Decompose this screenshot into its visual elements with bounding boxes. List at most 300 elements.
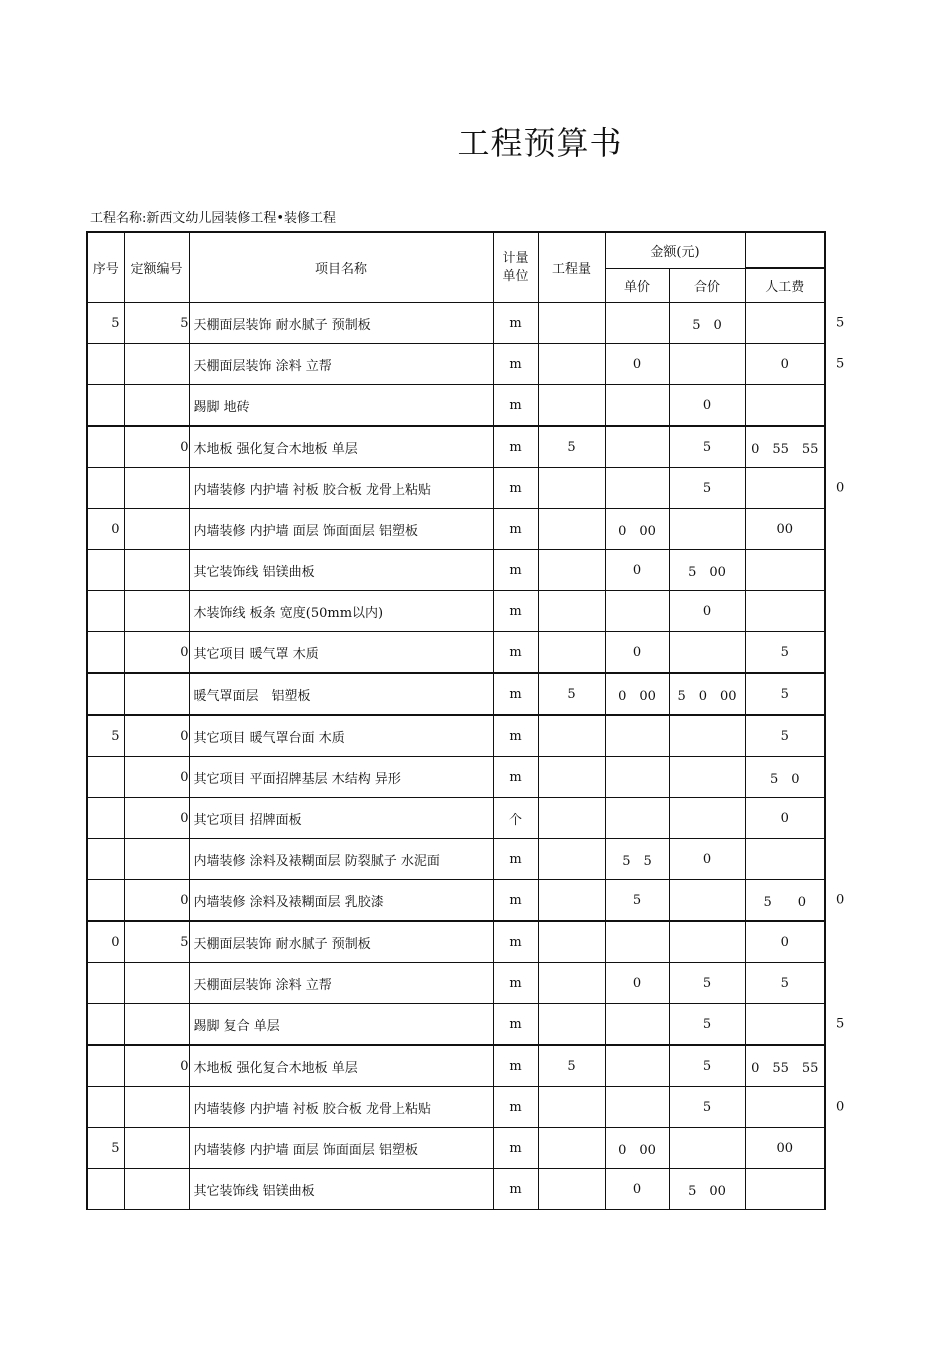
cell-quantity [538,1045,605,1087]
cell-unit-text: m [509,851,522,867]
cell-code [124,303,189,344]
cell-unit-text: m [509,480,522,496]
cell-unit-text: m [509,728,522,744]
cell-labor [745,1169,825,1210]
cell-unit-price [605,673,669,715]
cell-index [87,426,124,468]
cell-quantity [538,344,605,385]
cell-code [124,1169,189,1210]
table-row [87,550,825,591]
cell-labor [745,1045,825,1087]
cell-extra-text: 5 [836,1016,845,1032]
table-row [87,715,825,757]
cell-name [189,839,493,880]
cell-code [124,880,189,922]
cell-unit [493,344,538,385]
table-row [87,1045,825,1087]
cell-unit [493,385,538,427]
cell-total [669,344,745,385]
table-row [87,963,825,1004]
cell-unit [493,1128,538,1169]
cell-labor [745,1087,845,1128]
header-labor: 人工费 [745,268,825,303]
cell-unit-price [605,385,669,427]
cell-total-text: 5 [702,1099,712,1115]
cell-total [669,591,745,632]
cell-unit-price [605,1128,669,1169]
cell-labor-text: 5 [780,644,789,660]
cell-code [124,426,189,468]
cell-total-text: 5 0 [692,317,722,333]
cell-unit-price [605,839,669,880]
cell-unit-text: m [509,892,522,908]
cell-code-text: 0 [180,728,189,744]
cell-code-text: 0 [180,439,189,455]
cell-unit [493,1004,538,1046]
cell-index [87,344,124,385]
cell-name [189,921,493,963]
cell-total [669,880,745,922]
cell-name [189,798,493,839]
cell-total [669,385,745,427]
cell-labor [745,880,845,922]
header-index: 序号 [87,232,124,303]
cell-labor [745,303,845,344]
cell-unit [493,673,538,715]
table-row [87,426,825,468]
cell-labor [745,921,825,963]
cell-unit-price [605,1169,669,1210]
cell-quantity [538,385,605,427]
cell-total [669,963,745,1004]
cell-code [124,798,189,839]
cell-code [124,344,189,385]
cell-unit-text: 个 [508,812,522,828]
cell-name-text: 其它项目 招牌面板 [193,812,302,828]
cell-code [124,963,189,1004]
table-row [87,1087,825,1128]
cell-unit [493,303,538,344]
cell-code [124,632,189,674]
cell-total-text: 5 [702,439,712,455]
cell-code-text: 5 [180,934,189,950]
cell-unit [493,1087,538,1128]
cell-labor-text: 0 [780,356,789,372]
cell-total-text: 0 [702,603,712,619]
cell-code-text: 0 [180,644,189,660]
cell-code [124,1045,189,1087]
cell-unit-price [605,426,669,468]
cell-unit-price [605,963,669,1004]
cell-name [189,509,493,550]
cell-quantity [538,839,605,880]
page-title: 工程预算书 [457,124,623,162]
cell-quantity-text: 5 [567,686,576,702]
cell-unit-price-text: 0 00 [618,523,656,539]
cell-index [87,715,124,757]
cell-unit-price [605,344,669,385]
cell-name-text: 内墙装修 内护墙 衬板 胶合板 龙骨上粘贴 [193,1101,432,1117]
cell-name [189,1045,493,1087]
cell-index-text: 0 [111,934,120,950]
cell-code-text: 0 [180,769,189,785]
table-row [87,1004,825,1046]
cell-index [87,1087,124,1128]
cell-unit [493,509,538,550]
cell-total [669,1128,745,1169]
table-row [87,757,825,798]
cell-total-text: 5 [702,975,712,991]
table-row [87,921,825,963]
header-amount: 金额(元) [605,232,745,268]
cell-index [87,1128,124,1169]
cell-name-text: 天棚面层装饰 涂料 立帮 [193,358,332,374]
cell-index [87,963,124,1004]
cell-name [189,1128,493,1169]
cell-unit-text: m [509,315,522,331]
cell-labor [745,468,845,509]
cell-labor [745,1128,825,1169]
cell-unit-price [605,468,669,509]
cell-quantity [538,1087,605,1128]
cell-labor [745,839,825,880]
cell-quantity-text: 5 [567,439,576,455]
cell-unit [493,715,538,757]
cell-unit-price [605,880,669,922]
cell-name [189,880,493,922]
table-row [87,673,825,715]
project-name: 工程名称:新西文幼儿园装修工程•装修工程 [90,211,337,226]
cell-total [669,757,745,798]
cell-code [124,468,189,509]
cell-labor-text: 00 [776,521,794,537]
cell-total [669,550,745,591]
cell-total-text: 5 0 00 [677,688,737,704]
cell-code [124,591,189,632]
cell-quantity [538,757,605,798]
header-name: 项目名称 [189,232,493,303]
cell-total [669,426,745,468]
cell-unit-text: m [509,1016,522,1032]
cell-unit-text: m [509,397,522,413]
cell-unit-price-text: 0 [632,1181,642,1197]
cell-total-text: 5 00 [688,564,726,580]
cell-name-text: 木地板 强化复合木地板 单层 [193,441,358,457]
cell-extra-text: 0 [836,1099,845,1115]
table-row [87,632,825,674]
cell-unit-text: m [509,934,522,950]
cell-unit-text: m [509,1058,522,1074]
cell-total [669,673,745,715]
cell-labor-text: 5 0 [763,894,807,910]
cell-index-text: 5 [111,728,120,744]
cell-unit-text: m [509,1140,522,1156]
cell-quantity [538,1169,605,1210]
cell-labor [745,591,825,632]
cell-total [669,1004,745,1046]
cell-index [87,880,124,922]
cell-unit [493,1045,538,1087]
cell-code-text: 0 [180,892,189,908]
cell-extra-text: 0 [836,892,845,908]
cell-labor-text: 5 [780,728,789,744]
cell-name-text: 木装饰线 板条 宽度(50mm以内) [193,605,384,621]
header-blank [745,232,825,268]
cell-index [87,385,124,427]
cell-total [669,921,745,963]
cell-index-text: 5 [111,1140,120,1156]
cell-index [87,921,124,963]
cell-unit [493,591,538,632]
cell-name [189,673,493,715]
cell-unit-text: m [509,644,522,660]
cell-index [87,632,124,674]
cell-code [124,839,189,880]
cell-name-text: 内墙装修 内护墙 面层 饰面面层 铝塑板 [193,523,419,539]
cell-code [124,509,189,550]
cell-index [87,839,124,880]
cell-total [669,715,745,757]
cell-name-text: 天棚面层装饰 涂料 立帮 [193,977,332,993]
cell-quantity [538,509,605,550]
cell-total [669,632,745,674]
cell-unit-text: m [509,603,522,619]
cell-code [124,385,189,427]
cell-total [669,839,745,880]
cell-labor [745,798,825,839]
cell-index [87,673,124,715]
budget-table [86,231,845,1210]
header-unit-price: 单价 [605,268,669,303]
cell-name [189,344,493,385]
cell-unit-price [605,757,669,798]
cell-quantity [538,303,605,344]
cell-unit-text: m [509,975,522,991]
cell-name-text: 内墙装修 内护墙 衬板 胶合板 龙骨上粘贴 [193,482,432,498]
cell-index [87,757,124,798]
cell-total-text: 0 [702,851,712,867]
cell-quantity [538,1128,605,1169]
cell-total [669,1087,745,1128]
cell-labor [745,963,825,1004]
cell-index [87,550,124,591]
cell-unit [493,468,538,509]
cell-quantity [538,880,605,922]
cell-quantity [538,798,605,839]
cell-total [669,1169,745,1210]
table-body [87,303,845,1210]
cell-code [124,673,189,715]
table-row [87,1128,825,1169]
cell-index [87,1045,124,1087]
cell-index [87,1004,124,1046]
cell-code-text: 5 [180,315,189,331]
cell-index-text: 0 [111,521,120,537]
cell-unit-text: m [509,769,522,785]
cell-unit-price-text: 0 00 [618,1142,656,1158]
cell-unit-price-text: 0 00 [618,688,656,704]
cell-unit [493,550,538,591]
cell-name [189,550,493,591]
table-row [87,385,825,427]
cell-unit-price-text: 5 5 [622,853,652,869]
cell-unit-price-text: 0 [632,356,642,372]
cell-unit-price-text: 0 [632,644,642,660]
cell-quantity [538,550,605,591]
cell-labor-text: 0 [780,934,789,950]
table-row [87,303,825,344]
cell-labor-text: 5 [780,975,789,991]
cell-unit [493,963,538,1004]
cell-name [189,1004,493,1046]
cell-unit-price [605,798,669,839]
cell-quantity [538,632,605,674]
cell-name-text: 暖气罩面层 铝塑板 [193,688,311,704]
cell-code [124,1004,189,1046]
cell-code-text: 0 [180,1058,189,1074]
cell-unit [493,632,538,674]
cell-labor [745,715,825,757]
cell-name-text: 其它项目 平面招牌基层 木结构 异形 [193,771,401,787]
cell-labor [745,550,825,591]
table-row [87,880,825,922]
cell-quantity [538,426,605,468]
cell-total [669,1045,745,1087]
header-quantity: 工程量 [538,232,605,303]
cell-total [669,303,745,344]
cell-unit-price [605,921,669,963]
cell-unit [493,426,538,468]
table-row [87,798,825,839]
cell-name-text: 其它项目 暖气罩台面 木质 [193,730,345,746]
cell-unit-price [605,1087,669,1128]
cell-unit-price [605,632,669,674]
cell-name-text: 内墙装修 涂料及裱糊面层 乳胶漆 [193,894,384,910]
cell-total-text: 0 [702,397,712,413]
cell-unit-text: m [509,562,522,578]
header-total: 合价 [669,268,745,303]
cell-labor [745,344,845,385]
cell-total-text: 5 [702,1058,712,1074]
cell-unit-price [605,591,669,632]
cell-labor [745,757,825,798]
cell-index [87,798,124,839]
cell-name-text: 内墙装修 涂料及裱糊面层 防裂腻子 水泥面 [193,853,440,869]
cell-name [189,632,493,674]
cell-unit-text: m [509,1181,522,1197]
cell-name-text: 踢脚 复合 单层 [193,1018,280,1034]
cell-unit-text: m [509,439,522,455]
table-row [87,344,825,385]
cell-extra-text: 5 [836,356,845,372]
table-row [87,468,825,509]
cell-name [189,1087,493,1128]
cell-unit-price [605,1004,669,1046]
cell-code [124,757,189,798]
cell-code [124,921,189,963]
cell-code [124,715,189,757]
cell-quantity [538,963,605,1004]
cell-index [87,468,124,509]
cell-quantity [538,715,605,757]
cell-name [189,303,493,344]
cell-name [189,426,493,468]
cell-unit-price [605,550,669,591]
header-unit: 计量 单位 [493,232,538,303]
cell-total-text: 5 00 [688,1183,726,1199]
cell-labor-text: 0 55 55 [751,1060,819,1076]
cell-labor-text: 5 0 [769,771,800,787]
cell-labor-text: 0 [780,810,789,826]
cell-unit-price-text: 0 [632,975,642,991]
cell-labor-text: 0 55 55 [751,441,819,457]
cell-name-text: 天棚面层装饰 耐水腻子 预制板 [193,936,371,952]
cell-unit [493,798,538,839]
cell-name [189,591,493,632]
table-row [87,509,825,550]
cell-labor [745,509,825,550]
cell-quantity [538,673,605,715]
cell-unit [493,921,538,963]
cell-quantity [538,1004,605,1046]
cell-name [189,757,493,798]
cell-labor [745,426,825,468]
cell-unit-price-text: 0 [632,562,642,578]
cell-unit-text: m [509,1099,522,1115]
cell-name [189,715,493,757]
cell-unit-text: m [509,356,522,372]
cell-quantity [538,921,605,963]
table-row [87,839,825,880]
cell-unit [493,880,538,922]
cell-index [87,509,124,550]
cell-unit-price [605,509,669,550]
cell-name [189,963,493,1004]
cell-quantity [538,468,605,509]
cell-name-text: 其它项目 暖气罩 木质 [193,646,319,662]
cell-extra-text: 5 [836,315,845,331]
cell-labor-text: 00 [776,1140,794,1156]
cell-unit [493,757,538,798]
cell-total [669,468,745,509]
cell-unit-price-text: 5 [632,892,642,908]
cell-name-text: 其它装饰线 铝镁曲板 [193,564,315,580]
cell-name-text: 其它装饰线 铝镁曲板 [193,1183,315,1199]
cell-name-text: 木地板 强化复合木地板 单层 [193,1060,358,1076]
cell-unit [493,839,538,880]
cell-unit-text: m [509,521,522,537]
cell-labor [745,1004,845,1046]
cell-name-text: 内墙装修 内护墙 面层 饰面面层 铝塑板 [193,1142,419,1158]
cell-labor-text: 5 [780,686,789,702]
cell-unit [493,1169,538,1210]
cell-total-text: 5 [702,480,712,496]
cell-unit-price [605,715,669,757]
cell-code [124,1128,189,1169]
cell-code-text: 0 [180,810,189,826]
cell-unit-text: m [509,686,522,702]
cell-unit-price [605,303,669,344]
cell-unit-price [605,1045,669,1087]
cell-total [669,798,745,839]
cell-index [87,303,124,344]
cell-index-text: 5 [111,315,120,331]
cell-code [124,1087,189,1128]
cell-total [669,509,745,550]
cell-code [124,550,189,591]
cell-index [87,1169,124,1210]
cell-extra-text: 0 [836,480,845,496]
